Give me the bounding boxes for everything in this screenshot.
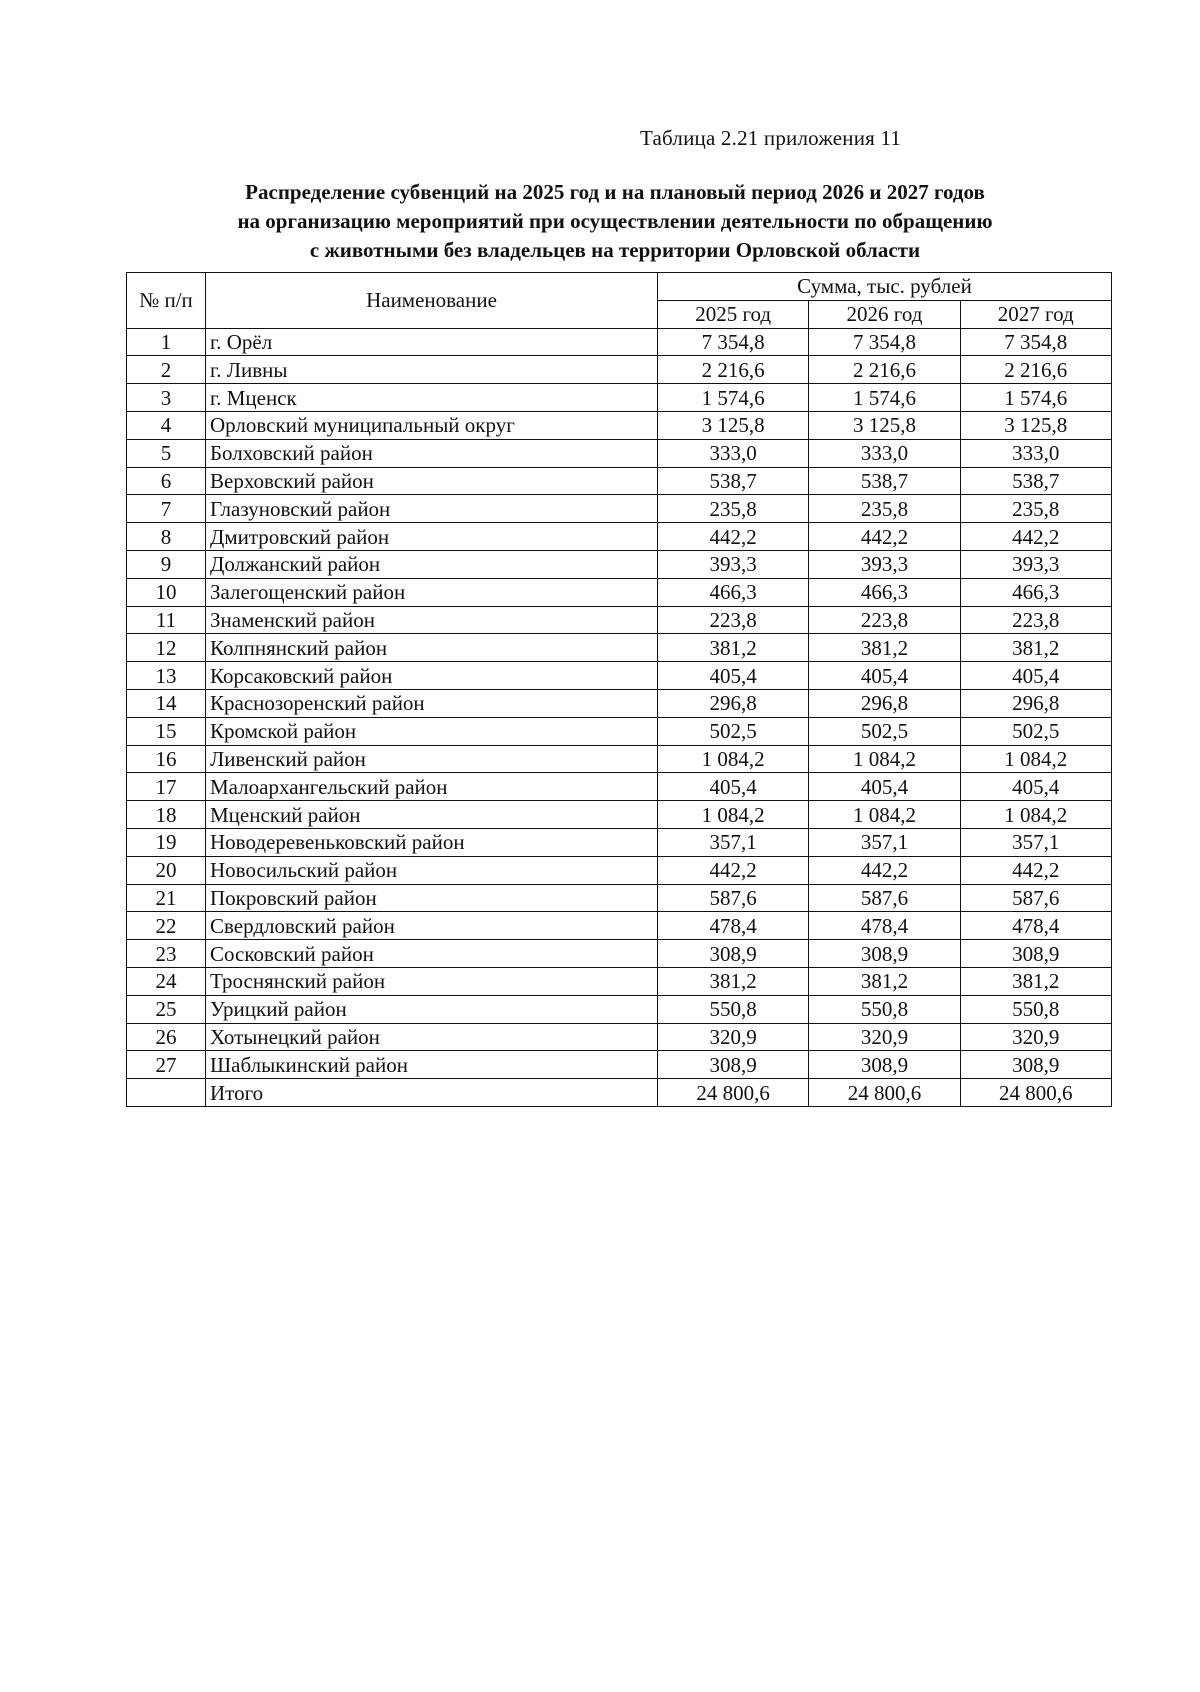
- row-value-2027: 7 354,8: [960, 328, 1111, 356]
- row-value-2025: 1 084,2: [658, 745, 809, 773]
- row-value-2027: 223,8: [960, 606, 1111, 634]
- row-name: Новосильский район: [206, 856, 658, 884]
- row-value-2025: 381,2: [658, 634, 809, 662]
- table-row: [127, 523, 1112, 551]
- row-value-2025: 1 574,6: [658, 384, 809, 412]
- title-line-3: с животными без владельцев на территории Орловской области: [309, 238, 921, 262]
- row-name: Урицкий район: [206, 995, 658, 1023]
- row-value-2026: 1 084,2: [809, 745, 960, 773]
- row-name: Шаблыкинский район: [206, 1051, 658, 1079]
- row-value-2027: 1 574,6: [960, 384, 1111, 412]
- row-number: 26: [127, 1023, 206, 1051]
- row-value-2025: 235,8: [658, 495, 809, 523]
- row-value-2026: 2 216,6: [809, 356, 960, 384]
- row-value-2027: 466,3: [960, 578, 1111, 606]
- row-value-2025: 381,2: [658, 967, 809, 995]
- header-year-2026: 2026 год: [809, 300, 960, 328]
- document-title: [120, 178, 1110, 265]
- row-number: 21: [127, 884, 206, 912]
- table-row: [127, 550, 1112, 578]
- total-2027: 24 800,6: [960, 1079, 1111, 1107]
- row-value-2025: 442,2: [658, 856, 809, 884]
- row-value-2027: 381,2: [960, 967, 1111, 995]
- row-value-2025: 502,5: [658, 717, 809, 745]
- row-value-2027: 393,3: [960, 550, 1111, 578]
- row-value-2025: 442,2: [658, 523, 809, 551]
- table-row: [127, 884, 1112, 912]
- row-name: Должанский район: [206, 550, 658, 578]
- row-value-2027: 2 216,6: [960, 356, 1111, 384]
- row-number: 12: [127, 634, 206, 662]
- row-value-2025: 466,3: [658, 578, 809, 606]
- row-value-2027: 308,9: [960, 1051, 1111, 1079]
- row-name: Мценский район: [206, 801, 658, 829]
- row-number: 19: [127, 828, 206, 856]
- row-value-2026: 7 354,8: [809, 328, 960, 356]
- row-value-2025: 7 354,8: [658, 328, 809, 356]
- row-name: г. Орёл: [206, 328, 658, 356]
- row-value-2027: 333,0: [960, 439, 1111, 467]
- row-value-2025: 320,9: [658, 1023, 809, 1051]
- row-value-2027: 405,4: [960, 662, 1111, 690]
- title-line-2: на организацию мероприятий при осуществлении деятельности по обращению: [237, 209, 993, 233]
- row-value-2026: 3 125,8: [809, 411, 960, 439]
- row-value-2026: 357,1: [809, 828, 960, 856]
- row-value-2025: 1 084,2: [658, 801, 809, 829]
- total-label: Итого: [206, 1079, 658, 1107]
- row-value-2027: 235,8: [960, 495, 1111, 523]
- row-number: 14: [127, 689, 206, 717]
- row-name: Корсаковский район: [206, 662, 658, 690]
- row-number: 20: [127, 856, 206, 884]
- row-value-2027: 502,5: [960, 717, 1111, 745]
- total-row: [127, 1079, 1112, 1107]
- row-number: 18: [127, 801, 206, 829]
- row-value-2025: 538,7: [658, 467, 809, 495]
- total-2025: 24 800,6: [658, 1079, 809, 1107]
- table-row: [127, 995, 1112, 1023]
- row-value-2027: 357,1: [960, 828, 1111, 856]
- row-value-2027: 478,4: [960, 912, 1111, 940]
- row-number: 10: [127, 578, 206, 606]
- table-row: [127, 328, 1112, 356]
- table-row: [127, 662, 1112, 690]
- row-value-2025: 393,3: [658, 550, 809, 578]
- row-value-2026: 296,8: [809, 689, 960, 717]
- row-number: 6: [127, 467, 206, 495]
- row-number: 22: [127, 912, 206, 940]
- table-row: [127, 1023, 1112, 1051]
- row-value-2027: 587,6: [960, 884, 1111, 912]
- row-value-2026: 393,3: [809, 550, 960, 578]
- row-name: Свердловский район: [206, 912, 658, 940]
- row-value-2027: 550,8: [960, 995, 1111, 1023]
- row-value-2027: 296,8: [960, 689, 1111, 717]
- table-row: [127, 439, 1112, 467]
- row-value-2025: 308,9: [658, 940, 809, 968]
- row-value-2026: 333,0: [809, 439, 960, 467]
- row-value-2026: 235,8: [809, 495, 960, 523]
- row-value-2026: 587,6: [809, 884, 960, 912]
- row-number: 8: [127, 523, 206, 551]
- row-name: Новодеревеньковский район: [206, 828, 658, 856]
- table-reference: Таблица 2.21 приложения 11: [640, 126, 902, 150]
- row-number: 24: [127, 967, 206, 995]
- total-2026: 24 800,6: [809, 1079, 960, 1107]
- row-number: 9: [127, 550, 206, 578]
- table-row: [127, 967, 1112, 995]
- row-value-2026: 442,2: [809, 523, 960, 551]
- row-value-2025: 2 216,6: [658, 356, 809, 384]
- table-row: [127, 856, 1112, 884]
- row-value-2025: 308,9: [658, 1051, 809, 1079]
- row-number: 5: [127, 439, 206, 467]
- row-number: 25: [127, 995, 206, 1023]
- row-value-2026: 308,9: [809, 1051, 960, 1079]
- table-row: [127, 495, 1112, 523]
- row-value-2026: 478,4: [809, 912, 960, 940]
- row-name: Сосковский район: [206, 940, 658, 968]
- row-value-2025: 3 125,8: [658, 411, 809, 439]
- table-row: [127, 411, 1112, 439]
- table-row: [127, 689, 1112, 717]
- row-name: г. Ливны: [206, 356, 658, 384]
- row-number: 13: [127, 662, 206, 690]
- row-name: Краснозоренский район: [206, 689, 658, 717]
- row-number: 7: [127, 495, 206, 523]
- row-name: Залегощенский район: [206, 578, 658, 606]
- table-row: [127, 606, 1112, 634]
- table-row: [127, 356, 1112, 384]
- row-value-2026: 538,7: [809, 467, 960, 495]
- table-row: [127, 912, 1112, 940]
- row-number: 2: [127, 356, 206, 384]
- row-name: Глазуновский район: [206, 495, 658, 523]
- row-number: 11: [127, 606, 206, 634]
- row-value-2026: 320,9: [809, 1023, 960, 1051]
- row-name: Дмитровский район: [206, 523, 658, 551]
- row-value-2027: 3 125,8: [960, 411, 1111, 439]
- row-value-2027: 538,7: [960, 467, 1111, 495]
- row-value-2026: 381,2: [809, 967, 960, 995]
- total-num-cell: [127, 1079, 206, 1107]
- row-name: Болховский район: [206, 439, 658, 467]
- row-value-2026: 405,4: [809, 662, 960, 690]
- row-value-2025: 478,4: [658, 912, 809, 940]
- row-number: 17: [127, 773, 206, 801]
- row-value-2026: 308,9: [809, 940, 960, 968]
- table-row: [127, 634, 1112, 662]
- row-name: Малоархангельский район: [206, 773, 658, 801]
- row-value-2025: 357,1: [658, 828, 809, 856]
- row-name: Троснянский район: [206, 967, 658, 995]
- row-name: Покровский район: [206, 884, 658, 912]
- row-value-2027: 405,4: [960, 773, 1111, 801]
- table-row: [127, 773, 1112, 801]
- row-value-2025: 405,4: [658, 773, 809, 801]
- row-value-2027: 1 084,2: [960, 745, 1111, 773]
- row-value-2025: 550,8: [658, 995, 809, 1023]
- header-num: № п/п: [127, 273, 206, 329]
- row-name: Ливенский район: [206, 745, 658, 773]
- row-value-2025: 296,8: [658, 689, 809, 717]
- row-value-2026: 223,8: [809, 606, 960, 634]
- title-line-1: Распределение субвенций на 2025 год и на плановый период 2026 и 2027 годов: [245, 180, 985, 204]
- header-year-2027: 2027 год: [960, 300, 1111, 328]
- row-value-2026: 442,2: [809, 856, 960, 884]
- table-body: [127, 328, 1112, 1079]
- row-name: Орловский муниципальный округ: [206, 411, 658, 439]
- row-name: Кромской район: [206, 717, 658, 745]
- row-value-2026: 466,3: [809, 578, 960, 606]
- row-value-2026: 381,2: [809, 634, 960, 662]
- row-number: 4: [127, 411, 206, 439]
- header-year-2025: 2025 год: [658, 300, 809, 328]
- row-value-2027: 442,2: [960, 856, 1111, 884]
- row-number: 1: [127, 328, 206, 356]
- table-row: [127, 467, 1112, 495]
- row-value-2027: 442,2: [960, 523, 1111, 551]
- row-value-2027: 308,9: [960, 940, 1111, 968]
- row-name: Колпнянский район: [206, 634, 658, 662]
- table-row: [127, 717, 1112, 745]
- row-value-2025: 587,6: [658, 884, 809, 912]
- table-row: [127, 578, 1112, 606]
- table-row: [127, 801, 1112, 829]
- row-number: 27: [127, 1051, 206, 1079]
- table-row: [127, 1051, 1112, 1079]
- header-name: Наименование: [206, 273, 658, 329]
- row-value-2025: 333,0: [658, 439, 809, 467]
- row-value-2027: 381,2: [960, 634, 1111, 662]
- row-name: Верховский район: [206, 467, 658, 495]
- table-row: [127, 940, 1112, 968]
- row-value-2026: 1 084,2: [809, 801, 960, 829]
- row-name: г. Мценск: [206, 384, 658, 412]
- row-value-2026: 550,8: [809, 995, 960, 1023]
- row-value-2027: 1 084,2: [960, 801, 1111, 829]
- table-row: [127, 828, 1112, 856]
- table-row: [127, 745, 1112, 773]
- table-row: [127, 384, 1112, 412]
- row-value-2026: 405,4: [809, 773, 960, 801]
- header-row: [127, 273, 1112, 301]
- row-number: 3: [127, 384, 206, 412]
- row-number: 15: [127, 717, 206, 745]
- row-number: 23: [127, 940, 206, 968]
- row-value-2026: 1 574,6: [809, 384, 960, 412]
- row-value-2025: 223,8: [658, 606, 809, 634]
- row-name: Знаменский район: [206, 606, 658, 634]
- row-name: Хотынецкий район: [206, 1023, 658, 1051]
- row-value-2025: 405,4: [658, 662, 809, 690]
- row-value-2027: 320,9: [960, 1023, 1111, 1051]
- row-value-2026: 502,5: [809, 717, 960, 745]
- row-number: 16: [127, 745, 206, 773]
- subvention-table: [126, 272, 1112, 1107]
- header-sum: Сумма, тыс. рублей: [658, 273, 1112, 301]
